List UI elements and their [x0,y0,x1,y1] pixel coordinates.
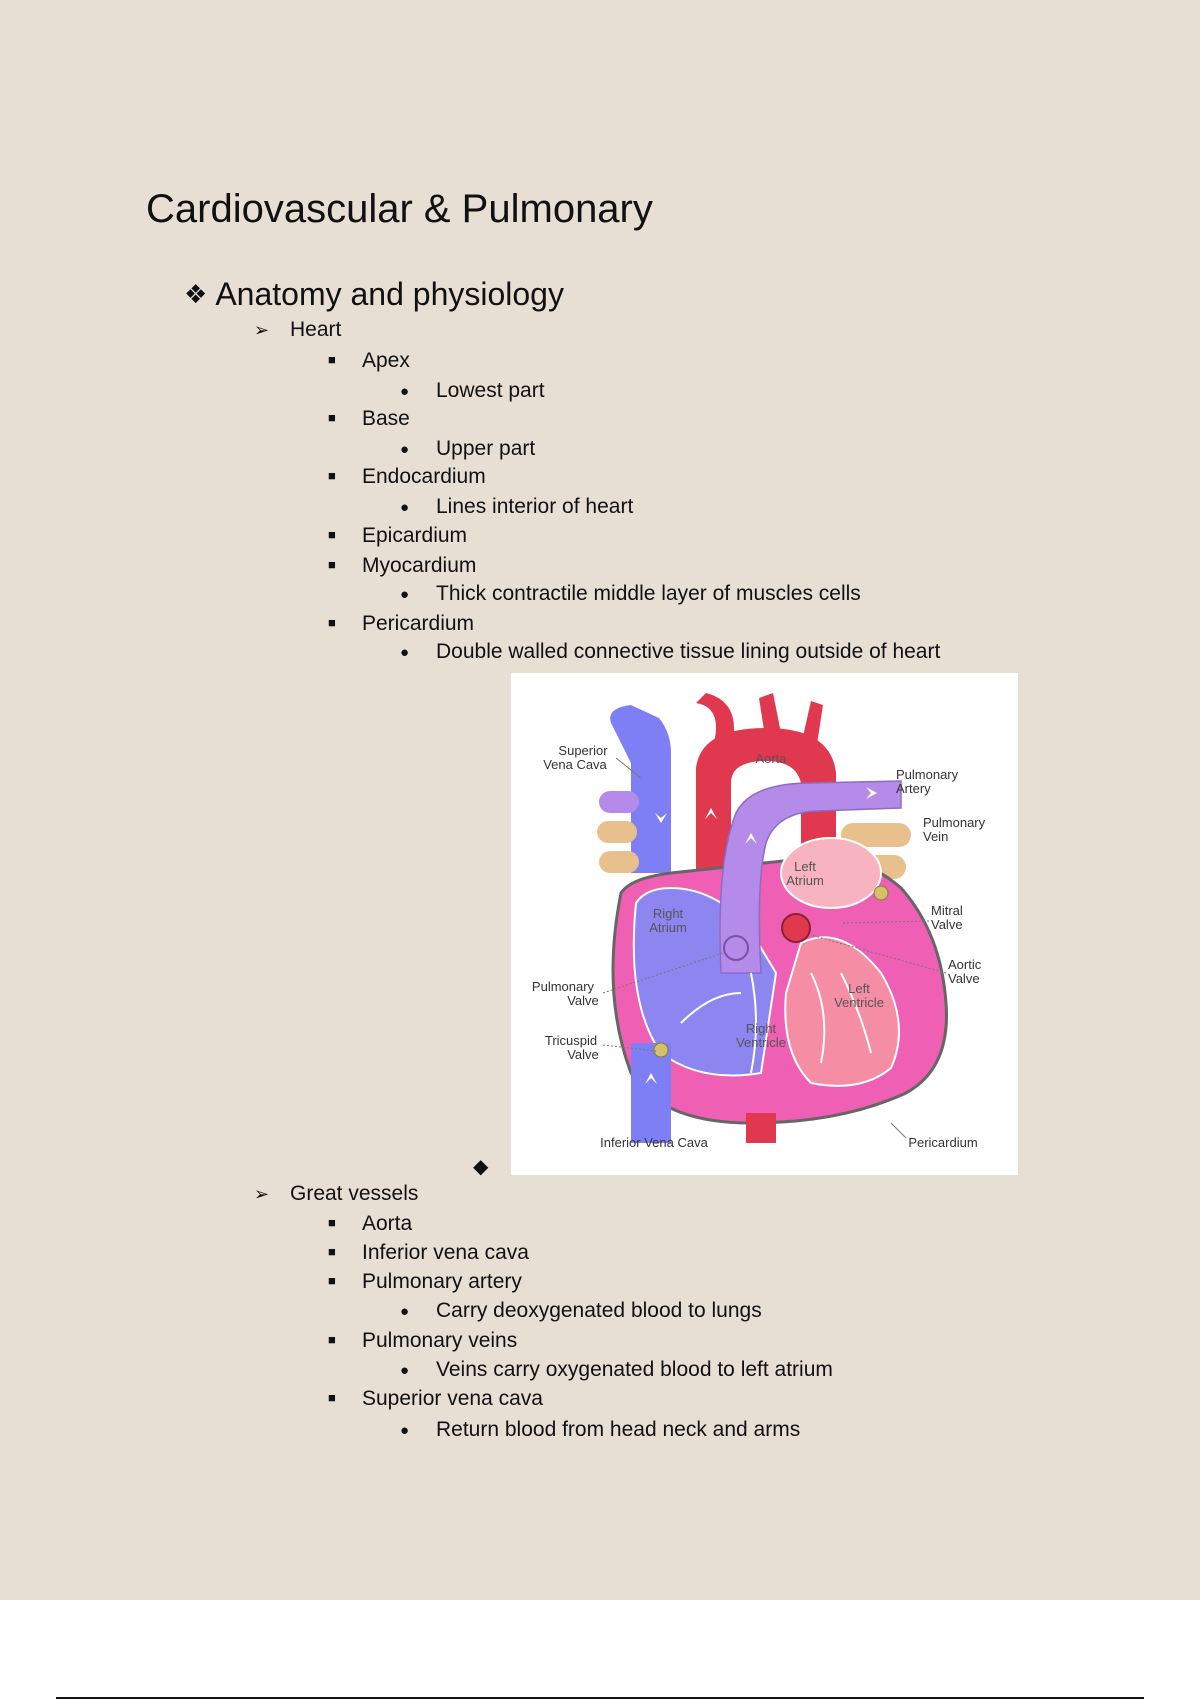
sub-list-item [400,580,861,610]
inferior-vena-cava-vessel [631,1043,671,1143]
sub-list-item-label: Double walled connective tissue lining outside of heart [436,640,941,663]
list-item-label: Pulmonary artery [362,1270,522,1293]
label-tricuspid-valve-2: Valve [567,1047,599,1062]
dot-bullet-icon: ● [400,644,410,661]
square-bullet-icon: ■ [328,527,336,542]
label-mitral-valve-2: Valve [931,917,963,932]
label-mitral-valve: Mitral [931,903,963,918]
label-right-atrium-2: Atrium [649,920,687,935]
list-item-label: Aorta [362,1212,413,1235]
section-heading-label: Anatomy and physiology [215,276,564,312]
diamond-bullet-icon: ❖ [184,279,208,309]
sub-list-item-label: Veins carry oxygenated blood to left atrium [436,1358,833,1381]
list-item-label: Apex [362,349,410,372]
sub-list-item [400,1297,762,1327]
outline-item-label: Great vessels [290,1182,419,1205]
sub-list-item-label: Return blood from head neck and arms [436,1418,801,1441]
list-item-label: Epicardium [362,524,468,547]
label-pulmonary-vein-2: Vein [923,829,949,844]
square-bullet-icon: ■ [328,1244,336,1259]
square-bullet-icon: ■ [328,410,336,425]
sub-list-item-label: Carry deoxygenated blood to lungs [436,1299,762,1322]
label-pulmonary-artery-2: Artery [896,781,931,796]
outline-item-heart [254,316,341,344]
pulmonary-branches-left [597,791,639,873]
sub-list-item [400,377,545,407]
label-left-atrium: Left [794,859,816,874]
label-pulmonary-artery: Pulmonary [896,767,959,782]
square-bullet-icon: ■ [328,468,336,483]
list-item-label: Superior vena cava [362,1387,543,1410]
list-item [328,1210,412,1240]
arrow-bullet-icon: ➢ [254,1184,270,1204]
label-left-atrium-2: Atrium [786,873,824,888]
dot-bullet-icon: ● [400,586,410,603]
sub-list-item [400,1356,833,1386]
list-item [328,1268,522,1298]
label-aortic-valve-2: Valve [948,971,980,986]
arrow-bullet-icon: ➢ [254,320,270,340]
outline-item-label: Heart [290,318,342,341]
descending-aorta-vessel [746,1113,776,1143]
label-right-ventricle-2: Ventricle [736,1035,786,1050]
label-aorta: Aorta [755,751,787,766]
dot-bullet-icon: ● [400,1362,410,1379]
label-left-ventricle-2: Ventricle [834,995,884,1010]
label-pulmonary-valve-2: Valve [567,993,599,1008]
sub-list-item-label: Thick contractile middle layer of muscles cells [436,582,861,605]
list-item-label: Endocardium [362,465,486,488]
heart-diagram [511,673,1018,1175]
sub-list-item [400,493,633,523]
square-bullet-icon: ■ [328,352,336,367]
label-right-atrium: Right [652,906,684,921]
label-tricuspid-valve: Tricuspid [544,1033,598,1048]
sub-list-item-label: Lowest part [436,379,545,402]
square-bullet-icon: ■ [328,557,336,572]
label-left-ventricle: Left [848,981,870,996]
superior-vena-cava-vessel [610,705,671,873]
footer-divider [56,1697,1144,1699]
dot-bullet-icon: ● [400,1303,410,1320]
sub-list-item-label: Upper part [436,437,536,460]
list-item [328,552,476,582]
heart-diagram-illustration [511,673,1018,1175]
list-item-label: Pericardium [362,612,475,635]
label-inferior-vena-cava: Inferior Vena Cava [600,1135,708,1150]
list-item [328,463,486,493]
list-item-label: Inferior vena cava [362,1241,529,1264]
figure-bullet-icon: ◆ [473,1156,489,1178]
dot-bullet-icon: ● [400,1422,410,1439]
dot-bullet-icon: ● [400,499,410,516]
list-item [328,610,474,640]
list-item-label: Myocardium [362,554,477,577]
sub-list-item-label: Lines interior of heart [436,495,634,518]
square-bullet-icon: ■ [328,615,336,630]
square-bullet-icon: ■ [328,1332,336,1347]
list-item-label: Pulmonary veins [362,1329,518,1352]
sub-list-item [400,638,940,668]
square-bullet-icon: ■ [328,1215,336,1230]
dot-bullet-icon: ● [400,441,410,458]
label-pericardium: Pericardium [908,1135,978,1150]
list-item [328,1327,517,1357]
page-title: Cardiovascular & Pulmonary [146,187,653,231]
label-pulmonary-valve: Pulmonary [531,979,595,994]
label-pulmonary-vein: Pulmonary [923,815,986,830]
outline-item-great-vessels [254,1180,418,1208]
label-superior-vena-cava: Superior [558,743,608,758]
list-item-label: Base [362,407,410,430]
label-superior-vena-cava-2: Vena Cava [543,757,607,772]
square-bullet-icon: ■ [328,1390,336,1405]
label-aortic-valve: Aortic [948,957,982,972]
sub-list-item [400,1416,800,1446]
list-item [328,1385,543,1415]
square-bullet-icon: ■ [328,1273,336,1288]
sub-list-item [400,435,535,465]
list-item [328,1239,529,1269]
dot-bullet-icon: ● [400,383,410,400]
label-right-ventricle: Right [745,1021,777,1036]
section-heading [184,272,564,318]
list-item [328,522,467,552]
list-item [328,405,410,435]
list-item [328,347,410,377]
